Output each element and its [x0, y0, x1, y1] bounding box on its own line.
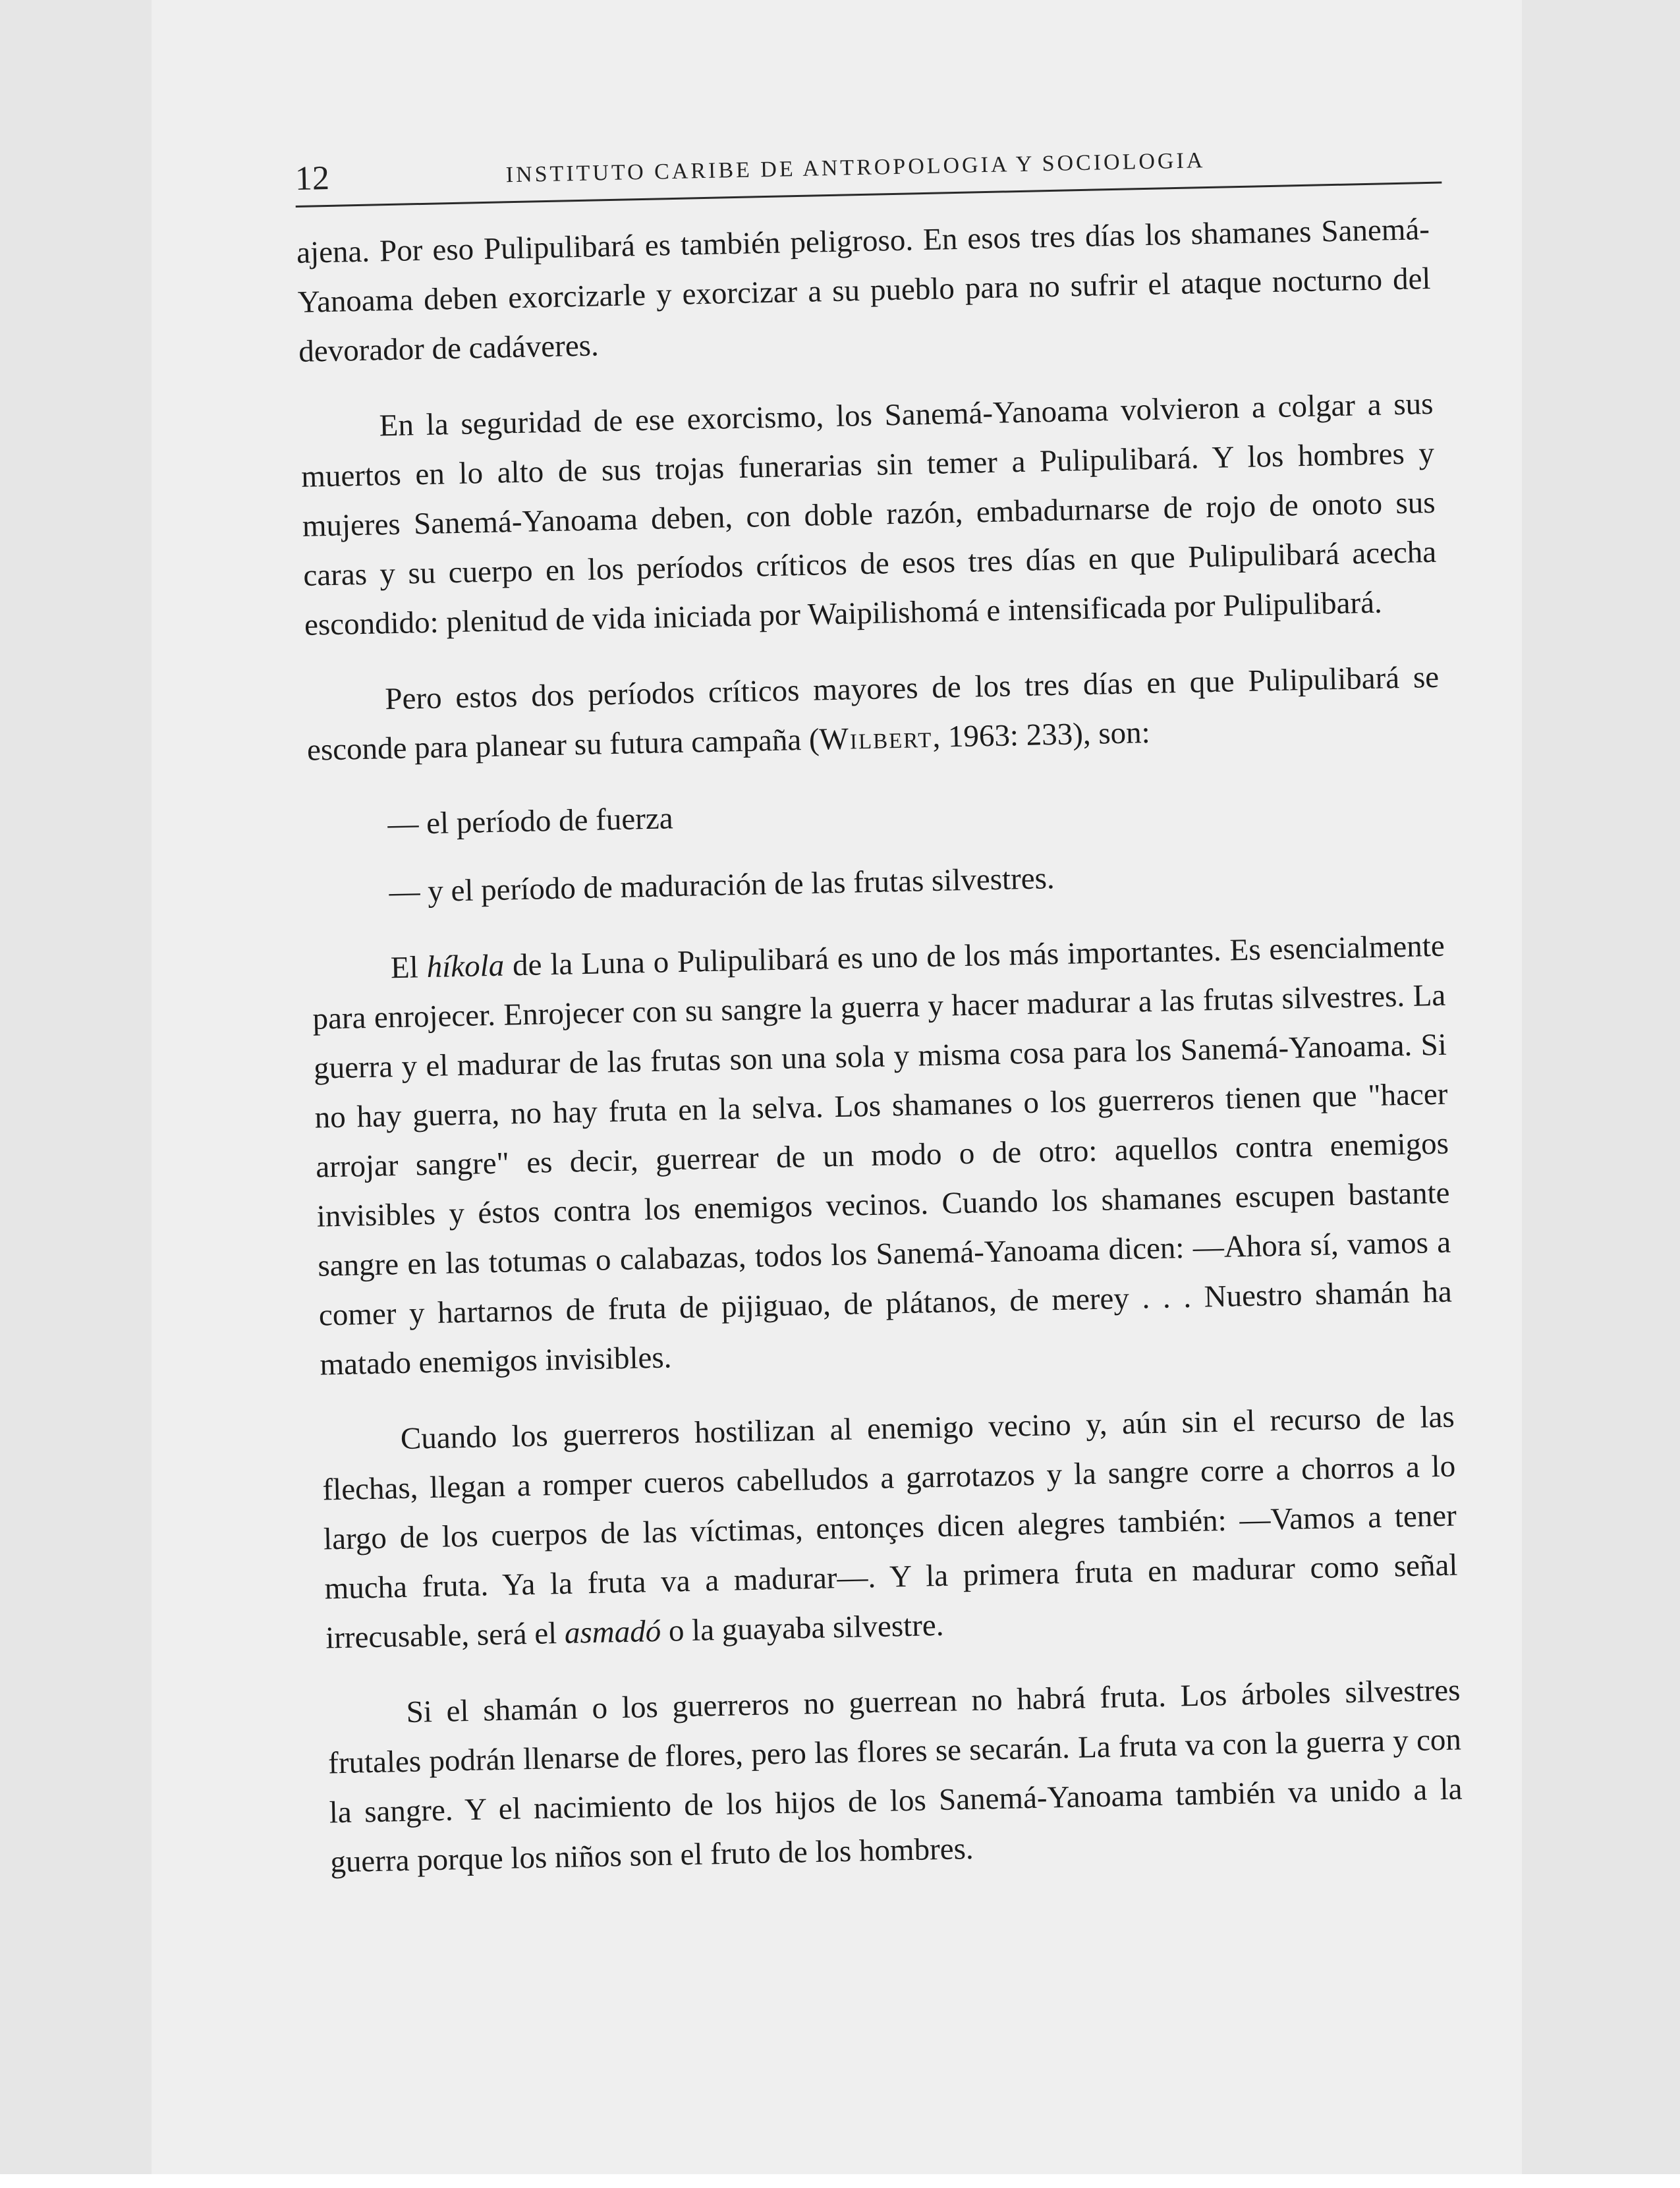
- paragraph-3: [306, 653, 1441, 775]
- dash-item-2: — y el período de maduración de las frutas silvestres.: [389, 861, 1055, 910]
- paragraph-5: [321, 1393, 1459, 1664]
- paragraph-5-text-b: o la guayaba silvestre.: [660, 1608, 944, 1648]
- paragraph-4-text-a: El: [390, 950, 428, 986]
- body-text: [296, 205, 1464, 1913]
- page-content: [134, 0, 1550, 2188]
- term-asmado: asmadó: [564, 1613, 661, 1650]
- paragraph-4: [311, 922, 1453, 1390]
- paragraph-4-text-b: de la Luna o Pulipulibará es uno de los más importantes. Es esencialmente para enrojecer. Enrojecer con su sangre la guerra y hacer madurar a las frutas silvestres. La guerra y el madurar de las frutas son una sola y misma cosa para los Sanemá-Yanoama. Si no hay guerra, no hay fruta en la selva. Los shamanes o los guerreros tienen que "hacer arrojar sangre" es decir, guerrear de un modo o de otro: aquellos contra enemigos invisibles y éstos contra los enemigos vecinos. Cuando los shamanes escupen bastante sangre en las totumas o calabazas, todos los Sanemá-Yanoama dicen: —Ahora sí, vamos a comer y hartarnos de fruta de pijiguao, de plátanos, de merey . . . Nuestro shamán ha matado enemigos invisibles.: [312, 928, 1453, 1382]
- citation-author: Wilbert: [819, 719, 933, 757]
- paragraph-3-text-a: Pero estos dos períodos críticos mayores de los tres días en que Pulipulibará se esconde para planear su futura campaña (: [306, 659, 1440, 768]
- page-header: [294, 129, 1442, 208]
- dash-list: [308, 778, 1443, 919]
- scan-left-margin: [0, 0, 152, 2174]
- scan-right-margin: [1522, 0, 1680, 2174]
- paragraph-2: En la seguridad de ese exorcismo, los Sanemá-Yanoama volvieron a colgar a sus muertos en lo alto de sus trojas funerarias sin temer a Pulipulibará. Y los hombres y mujeres Sanemá-Yanoama deben, con doble razón, embadurnarse de rojo de onoto sus caras y su cuerpo en los períodos críticos de esos tres días en que Pulipulibará acecha escondido: plenitud de vida iniciada por Waipilishomá e intensificada por Pulipulibará.: [300, 386, 1437, 642]
- running-head: INSTITUTO CARIBE DE ANTROPOLOGIA Y SOCIOLOGIA: [505, 148, 1206, 188]
- paragraph-5-text-a: Cuando los guerreros hostilizan al enemigo vecino y, aún sin el recurso de las flechas, llegan a romper cueros cabelludos a garrotazos y la sangre corre a chorros a lo largo de los cuerpos de las víctimas, entonçes dicen alegres también: —Vamos a tener mucha fruta. Ya la fruta va a madurar—. Y la primera fruta en madurar como señal irrecusable, será el: [322, 1399, 1458, 1656]
- paragraph-1: ajena. Por eso Pulipulibará es también peligroso. En esos tres días los shamanes Sanemá-Yanoama deben exorcizarle y exorcizar a su pueblo para no sufrir el ataque nocturno del devorador de cadáveres.: [296, 211, 1431, 369]
- paragraph-3-text-b: , 1963: 233), son:: [932, 715, 1151, 754]
- dash-item-1: — el período de fuerza: [387, 801, 674, 842]
- term-hikola: híkola: [426, 948, 505, 985]
- page-number: 12: [294, 159, 330, 198]
- paragraph-6: Si el shamán o los guerreros no guerrean no habrá fruta. Los árboles silvestres frutales podrán llenarse de flores, pero las flores se secarán. La fruta va con la guerra y con la sangre. Y el nacimiento de los hijos de los Sanemá-Yanoama también va unido a la guerra porque los niños son el fruto de los hombres.: [327, 1673, 1463, 1880]
